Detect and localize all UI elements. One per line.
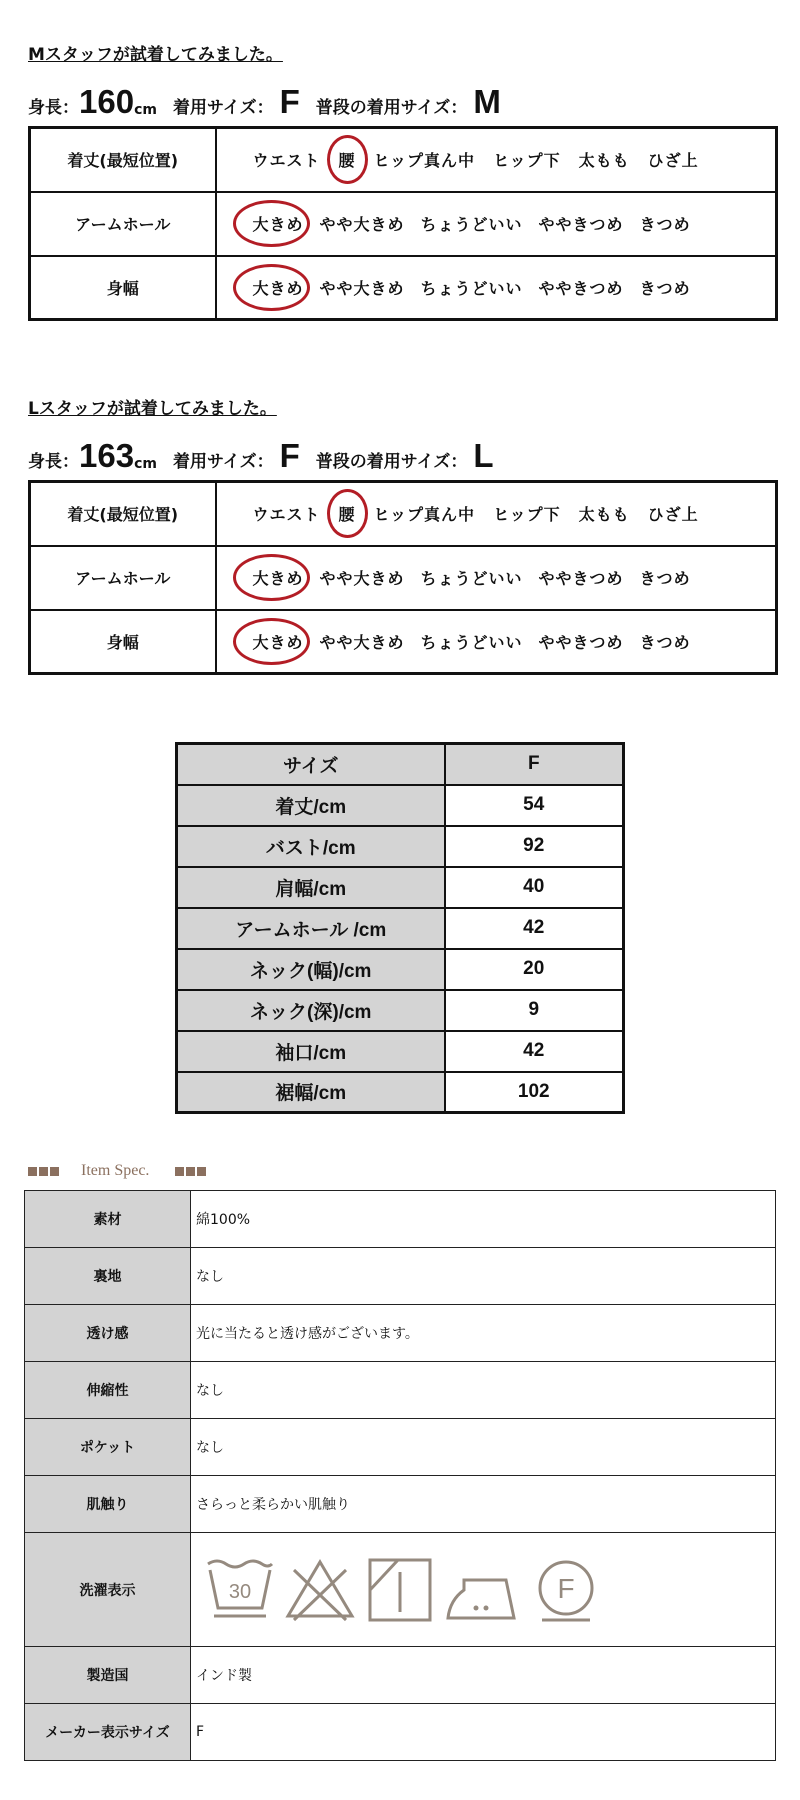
fit-row-label: 着丈(最短位置): [30, 128, 216, 192]
spec-row-label: 肌触り: [25, 1476, 191, 1533]
fit-option: 太もも: [578, 151, 630, 171]
fit-option: ヒップ下: [493, 151, 561, 171]
fit-option: ちょうどいい: [420, 569, 523, 588]
square-icon: [39, 1167, 48, 1176]
size-row: [177, 785, 624, 826]
fit-option-selected: 腰: [339, 148, 356, 171]
fit-row-label: アームホール: [30, 546, 216, 610]
fit-row-label: 身幅: [30, 256, 216, 320]
size-row: [177, 1031, 624, 1072]
fit-options: [216, 482, 777, 546]
staff-l-stats: [28, 422, 778, 480]
fit-options: [216, 546, 777, 610]
size-row: [177, 990, 624, 1031]
iron-low-icon: [444, 1556, 522, 1624]
size-table: [175, 742, 625, 1114]
fit-option: ややきつめ: [538, 278, 624, 298]
fit-option: やや大きめ: [319, 215, 405, 234]
fit-option: やや大きめ: [319, 569, 405, 588]
spec-row-value: なし: [191, 1362, 776, 1419]
fit-option: きつめ: [639, 569, 691, 588]
spec-row-label: 素材: [25, 1191, 191, 1248]
fit-option: ウエスト: [252, 151, 321, 171]
item-spec-table: [24, 1190, 776, 1761]
size-row: [177, 908, 624, 949]
size-row-label: 着丈/cm: [177, 785, 445, 826]
size-row-value: 92: [445, 826, 624, 867]
usual-size-label: 普段の着用サイズ：: [315, 452, 468, 472]
wear-size-value: F: [279, 83, 300, 120]
fit-option: ひざ上: [647, 151, 699, 171]
fit-option: ちょうどいい: [420, 632, 523, 652]
spec-row-label: 裏地: [25, 1248, 191, 1305]
size-row-value: 40: [445, 867, 624, 908]
size-row-label: 裾幅/cm: [177, 1072, 445, 1113]
fit-table-l: [28, 480, 778, 675]
wash-30-icon: [204, 1556, 276, 1624]
size-row-label: アームホール /cm: [177, 908, 445, 949]
staff-m-heading: Mスタッフが試着してみました。: [28, 45, 283, 65]
size-row-value: 9: [445, 990, 624, 1031]
height-value: 160: [79, 83, 135, 120]
fit-option: やや大きめ: [319, 278, 405, 298]
wear-size-value: F: [279, 437, 300, 474]
fit-option: やや大きめ: [319, 632, 405, 652]
spec-row-label: メーカー表示サイズ: [25, 1704, 191, 1761]
spec-row-value: なし: [191, 1248, 776, 1305]
staff-m-stats: [28, 68, 778, 126]
fit-option: ちょうどいい: [420, 278, 523, 298]
staff-l-section: [28, 396, 778, 675]
spec-row: [25, 1248, 776, 1305]
size-row: [177, 949, 624, 990]
size-row-label: ネック(幅)/cm: [177, 949, 445, 990]
line-dry-shade-icon: [364, 1556, 436, 1624]
fit-table-m: [28, 126, 778, 321]
fit-options: [216, 128, 777, 192]
dry-clean-f-icon: [530, 1556, 602, 1624]
size-header-label: サイズ: [177, 744, 445, 785]
fit-option: ウエスト: [252, 505, 321, 525]
item-spec-heading: [28, 1158, 208, 1184]
spec-row-label: 製造国: [25, 1647, 191, 1704]
fit-option: ちょうどいい: [420, 215, 523, 234]
height-value: 163: [79, 437, 135, 474]
fit-option: 太もも: [578, 505, 630, 525]
spec-row: [25, 1647, 776, 1704]
size-row: [177, 867, 624, 908]
fit-options: [216, 610, 777, 674]
fit-row-label: 身幅: [30, 610, 216, 674]
fit-row-armhole: [30, 546, 777, 610]
spec-row: [25, 1305, 776, 1362]
fit-option: きつめ: [639, 278, 691, 298]
size-row-label: 肩幅/cm: [177, 867, 445, 908]
fit-row-length: [30, 128, 777, 192]
size-row-label: 袖口/cm: [177, 1031, 445, 1072]
size-row-value: 42: [445, 1031, 624, 1072]
height-unit: cm: [134, 456, 157, 472]
spec-row: [25, 1476, 776, 1533]
square-icon: [50, 1167, 59, 1176]
usual-size-label: 普段の着用サイズ：: [315, 98, 468, 118]
height-label: 身長：: [28, 98, 79, 118]
size-header-value: F: [445, 744, 624, 785]
spec-row-value: 綿100%: [191, 1191, 776, 1248]
height-unit: cm: [134, 102, 157, 118]
size-header-row: [177, 744, 624, 785]
spec-row-value: 光に当たると透け感がございます。: [191, 1305, 776, 1362]
spec-row-label: ポケット: [25, 1419, 191, 1476]
spec-row-label: 透け感: [25, 1305, 191, 1362]
square-icon: [28, 1167, 37, 1176]
fit-row-armhole: [30, 192, 777, 256]
spec-row: [25, 1419, 776, 1476]
staff-m-section: [28, 42, 778, 321]
fit-row-width: [30, 610, 777, 674]
usual-size-value: M: [473, 83, 501, 120]
size-row-value: 42: [445, 908, 624, 949]
fit-option: ややきつめ: [538, 632, 624, 652]
no-bleach-icon: [284, 1556, 356, 1624]
size-row-label: バスト/cm: [177, 826, 445, 867]
spec-row: [25, 1704, 776, 1761]
size-row-label: ネック(深)/cm: [177, 990, 445, 1031]
spec-row-value: さらっと柔らかい肌触り: [191, 1476, 776, 1533]
fit-option: ひざ上: [647, 505, 699, 525]
size-row: [177, 826, 624, 867]
staff-l-heading: Lスタッフが試着してみました。: [28, 399, 277, 419]
fit-options: [216, 192, 777, 256]
usual-size-value: L: [473, 437, 494, 474]
fit-option: ややきつめ: [538, 569, 624, 588]
square-icon: [197, 1167, 206, 1176]
fit-option: ヒップ真ん中: [373, 151, 476, 171]
fit-row-label: アームホール: [30, 192, 216, 256]
wash-temp: 30: [228, 1580, 252, 1603]
spec-row-label: 洗濯表示: [25, 1533, 191, 1647]
spec-row: [25, 1191, 776, 1248]
fit-option-selected: 大きめ: [253, 212, 304, 235]
spec-row-wash: [25, 1533, 776, 1647]
fit-row-label: 着丈(最短位置): [30, 482, 216, 546]
size-row-value: 54: [445, 785, 624, 826]
wash-icons-cell: [191, 1533, 776, 1647]
fit-row-length: [30, 482, 777, 546]
spec-row-value: インド製: [191, 1647, 776, 1704]
height-label: 身長：: [28, 452, 79, 472]
fit-option-selected: 大きめ: [253, 630, 304, 653]
item-spec-title: Item Spec.: [81, 1162, 150, 1179]
fit-option: ヒップ下: [493, 505, 561, 525]
spec-row: [25, 1362, 776, 1419]
fit-option-selected: 大きめ: [253, 566, 304, 589]
fit-options: [216, 256, 777, 320]
fit-option: きつめ: [639, 215, 691, 234]
fit-row-width: [30, 256, 777, 320]
dryclean-letter: F: [557, 1572, 575, 1604]
square-icon: [175, 1167, 184, 1176]
wash-icons: [196, 1556, 775, 1624]
size-row: [177, 1072, 624, 1113]
fit-option: ヒップ真ん中: [373, 505, 476, 525]
spec-row-value: なし: [191, 1419, 776, 1476]
fit-option: きつめ: [639, 632, 691, 652]
size-row-value: 20: [445, 949, 624, 990]
spec-row-label: 伸縮性: [25, 1362, 191, 1419]
spec-row-value: F: [191, 1704, 776, 1761]
square-icon: [186, 1167, 195, 1176]
size-row-value: 102: [445, 1072, 624, 1113]
wear-size-label: 着用サイズ：: [172, 452, 274, 472]
fit-option-selected: 腰: [339, 502, 356, 525]
fit-option-selected: 大きめ: [253, 276, 304, 299]
wear-size-label: 着用サイズ：: [172, 98, 274, 118]
fit-option: ややきつめ: [538, 215, 624, 234]
